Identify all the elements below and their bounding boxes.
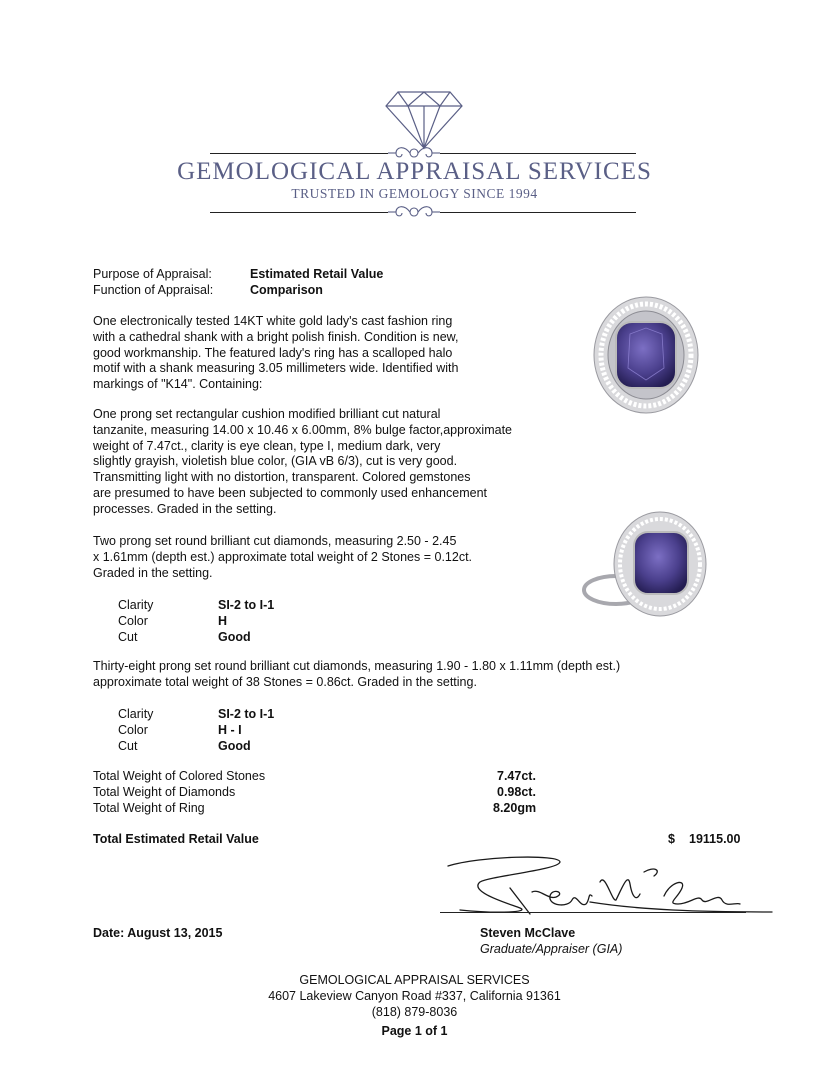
grade-value: H xyxy=(218,614,228,628)
totals-table xyxy=(0,768,829,818)
grade-value: H - I xyxy=(218,723,242,737)
company-title: GEMOLOGICAL APPRAISAL SERVICES xyxy=(177,158,652,185)
grade-label: Color xyxy=(118,723,148,737)
grades-table-2 xyxy=(0,706,829,754)
diamonds-description-2: Thirty-eight prong set round brilliant cut diamonds, measuring 1.90 - 1.80 x 1.11mm (depth est.) approximate total weight of 38 Stones = 0.86ct. Graded in the setting. xyxy=(93,659,621,689)
estimate-currency: $ xyxy=(668,832,675,846)
grade-label: Cut xyxy=(118,630,138,644)
total-value: 7.47ct. xyxy=(497,769,536,783)
total-value: 0.98ct. xyxy=(497,785,536,799)
grade-label: Clarity xyxy=(118,707,154,721)
grade-label: Color xyxy=(118,614,148,628)
estimate-label: Total Estimated Retail Value xyxy=(93,832,259,846)
purpose-row xyxy=(93,266,383,282)
grade-value: Good xyxy=(218,739,251,753)
estimate-value: 19115.00 xyxy=(689,832,741,846)
tanzanite-description: One prong set rectangular cushion modified brilliant cut natural tanzanite, measuring 14.00 x 10.46 x 6.00mm, 8% bulge factor,approximate weight of 7.47ct., clarity is eye clean, type I, medium dark, very slightly grayish, violetish blue color, (GIA vB 6/3), cut is very good. Transmitting light with no distortion, transparent. Colored gemstones are presumed to have been subjected to commonly used enhancement processes. Graded in the setting. xyxy=(93,407,512,516)
company-tagline: TRUSTED IN GEMOLOGY SINCE 1994 xyxy=(291,186,538,201)
total-label: Total Weight of Colored Stones xyxy=(93,769,266,783)
ring-side-view-image xyxy=(580,510,710,622)
function-label: Function of Appraisal: xyxy=(93,283,214,297)
grade-label: Clarity xyxy=(118,598,154,612)
grade-value: Good xyxy=(218,630,251,644)
function-value: Comparison xyxy=(250,283,323,297)
appraiser-title: Graduate/Appraiser (GIA) xyxy=(480,942,623,956)
ring-description: One electronically tested 14KT white gold lady's cast fashion ring with a cathedral shank with a bright polish finish. Condition is new, good workmanship. The featured lady's ring has a scalloped halo motif with a shank measuring 3.05 millimeters wide. Identified with markings of "K14". Containing: xyxy=(93,314,459,392)
page-number: Page 1 of 1 xyxy=(381,1024,448,1038)
total-label: Total Weight of Diamonds xyxy=(93,785,236,799)
footer-address: 4607 Lakeview Canyon Road #337, California 91361 xyxy=(268,989,561,1003)
ring-top-view-image xyxy=(590,294,702,416)
grade-value: SI-2 to I-1 xyxy=(218,598,275,612)
signature-line xyxy=(440,912,746,913)
diamond-logo-icon xyxy=(384,90,464,150)
function-row xyxy=(93,282,323,298)
appraiser-name: Steven McClave xyxy=(480,926,576,940)
footer-company: GEMOLOGICAL APPRAISAL SERVICES xyxy=(299,973,530,987)
total-value: 8.20gm xyxy=(493,801,537,815)
purpose-value: Estimated Retail Value xyxy=(250,267,384,281)
total-label: Total Weight of Ring xyxy=(93,801,205,815)
appraisal-date: Date: August 13, 2015 xyxy=(93,926,223,940)
diamonds-description-1: Two prong set round brilliant cut diamonds, measuring 2.50 - 2.45 x 1.61mm (depth est.) approximate total weight of 2 Stones = 0.12ct. Graded in the setting. xyxy=(93,534,473,580)
footer-phone: (818) 879-8036 xyxy=(371,1005,458,1019)
ornament-icon xyxy=(388,202,440,222)
purpose-label: Purpose of Appraisal: xyxy=(93,267,212,281)
grade-value: SI-2 to I-1 xyxy=(218,707,275,721)
grade-label: Cut xyxy=(118,739,138,753)
